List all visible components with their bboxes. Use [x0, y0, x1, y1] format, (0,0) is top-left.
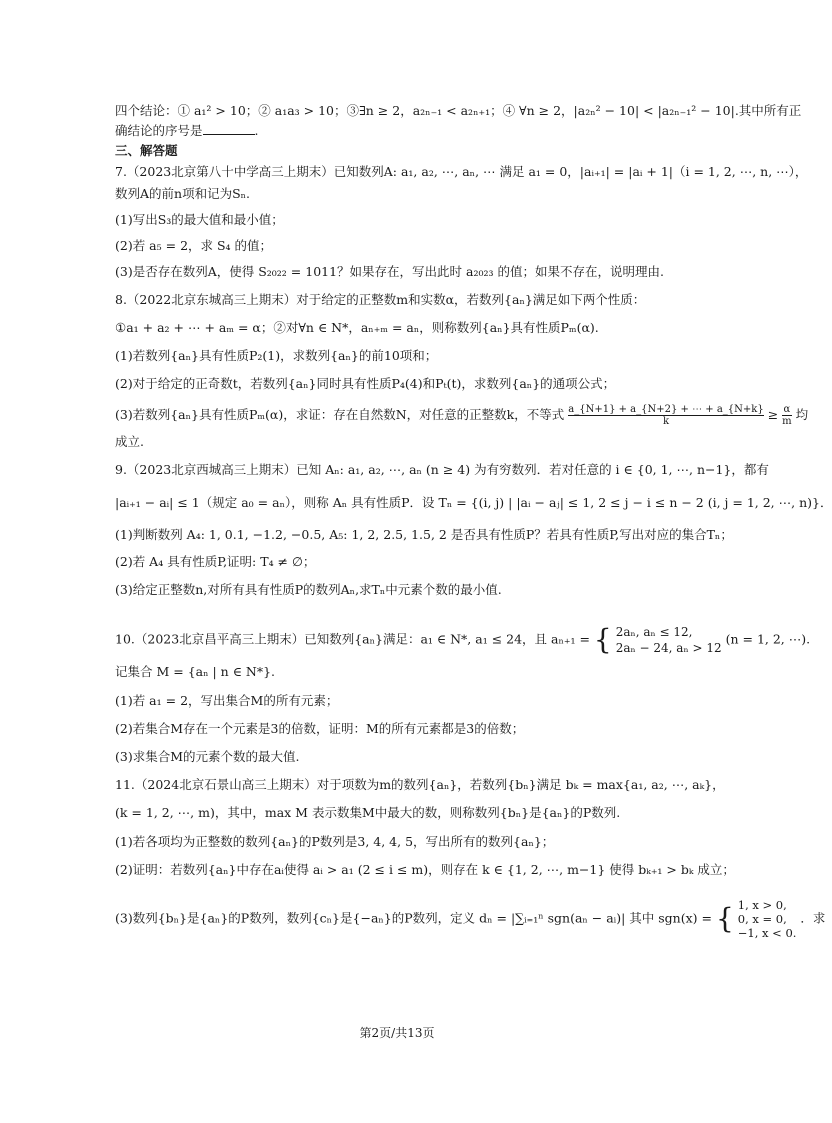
answer-blank [203, 134, 255, 135]
question-9-stem: 9.（2023北京西城高三上期末）已知 Aₙ: a₁, a₂, ⋯, aₙ (n ≥ 4) 为有穷数列．若对任意的 i ∈ {0, 1, ⋯, n−1}，都有 [115, 462, 769, 477]
text-line: 确结论的序号是 [115, 123, 203, 138]
case-line: 2aₙ, aₙ ≤ 12, [615, 625, 693, 639]
text-line: ①a₁ + a₂ + ⋯ + aₘ = α；②对∀n ∈ N*，aₙ₊ₘ = aₙ，则称数列{aₙ}具有性质Pₘ(α). [115, 320, 599, 335]
text-line: (3)若数列{aₙ}具有性质Pₘ(α)，求证：存在自然数N，对任意的正整数k，不等式 [115, 407, 565, 422]
sgn-cases [738, 898, 797, 940]
fraction-numerator: α [783, 404, 791, 415]
inequality-sign: ≥ [767, 407, 779, 422]
question-11-stem: 11.（2024北京石景山高三上期末）对于项数为m的数列{aₙ}，若数列{bₙ}满足 bₖ = max{a₁, a₂, ⋯, aₖ}， [115, 777, 725, 792]
fraction-lhs [568, 404, 763, 427]
fraction-denominator: k [662, 416, 669, 427]
text-line [115, 404, 809, 427]
text-line [115, 898, 826, 940]
text-line: (2)若集合M存在一个元素是3的倍数，证明：M的所有元素都是3的倍数； [115, 721, 525, 736]
question-7-stem: 7.（2023北京第八十中学高三上期末）已知数列A: a₁, a₂, ⋯, aₙ, ⋯ 满足 a₁ = 0，|aᵢ₊₁| = |aᵢ + 1|（i = 1, 2, ⋯, n, ⋯）， [115, 164, 808, 179]
question-10-stem [115, 623, 811, 656]
case-line: 1, x > 0, [737, 898, 787, 912]
text-line: (3)数列{bₙ}是{aₙ}的P数列，数列{cₙ}是{−aₙ}的P数列，定义 dₙ = |∑ᵢ₌₁ⁿ sgn(aₙ − aᵢ)| 其中 sgn(x) = [115, 910, 712, 926]
text-line: (1)若各项均为正整数的数列{aₙ}的P数列是3, 4, 4, 5，写出所有的数列{aₙ}； [115, 834, 555, 849]
text-line: 成立. [115, 434, 144, 449]
question-8-stem: 8.（2022北京东城高三上期末）对于给定的正整数m和实数α，若数列{aₙ}满足如下两个性质： [115, 292, 646, 307]
text-line: (k = 1, 2, ⋯, m)，其中，max M 表示数集M中最大的数，则称数列{bₙ}是{aₙ}的P数列. [115, 805, 621, 820]
text-line: (3)求集合M的元素个数的最大值. [115, 749, 300, 764]
text-line: 10.（2023北京昌平高三上期末）已知数列{aₙ}满足：a₁ ∈ N*, a₁ ≤ 24，且 aₙ₊₁ = [115, 631, 590, 647]
text-line: 均 [795, 407, 809, 422]
page-footer: 第2页/共13页 [359, 1026, 435, 1040]
case-line: −1, x < 0. [737, 926, 797, 940]
fraction-numerator: a_{N+1} + a_{N+2} + ⋯ + a_{N+k} [568, 404, 764, 415]
piecewise-cases [616, 624, 722, 656]
case-line: 2aₙ − 24, aₙ > 12 [615, 641, 722, 655]
brace-symbol: { [715, 902, 734, 935]
text-line: 记集合 M = {aₙ | n ∈ N*}. [115, 664, 276, 679]
text-line: (1)写出S₃的最大值和最小值； [115, 212, 284, 227]
case-line: 0, x = 0, [737, 912, 787, 926]
text-line: (3)是否存在数列A，使得 S₂₀₂₂ = 1011？如果存在，写出此时 a₂₀₂₃ 的值；如果不存在，说明理由. [115, 264, 664, 279]
text-line: (1)判断数列 A₄: 1, 0.1, −1.2, −0.5, A₅: 1, 2, 2.5, 1.5, 2 是否具有性质P？若具有性质P,写出对应的集合Tₙ； [115, 527, 733, 542]
text-line: 确结论的序号是 . [115, 123, 259, 138]
text-line: 四个结论：① a₁² > 10；② a₁a₃ > 10；③∃n ≥ 2，a₂ₙ₋₁ < a₂ₙ₊₁；④ ∀n ≥ 2，|a₂ₙ² − 10| < |a₂ₙ₋₁² − 10|.其中所有正 [115, 103, 802, 118]
fraction-denominator: m [782, 416, 792, 427]
text-line: (1)若 a₁ = 2，写出集合M的所有元素； [115, 693, 339, 708]
text-line: (n = 1, 2, ⋯). [725, 631, 811, 647]
text-line: ．求 [800, 910, 826, 926]
text-line: (2)证明：若数列{aₙ}中存在aᵢ使得 aᵢ > a₁ (2 ≤ i ≤ m)，则存在 k ∈ {1, 2, ⋯, m−1} 使得 bₖ₊₁ > bₖ 成立； [115, 862, 735, 877]
text-line: (2)若 A₄ 具有性质P,证明: T₄ ≠ ∅； [115, 554, 316, 569]
text-line: 数列A的前n项和记为Sₙ. [115, 186, 251, 201]
text-line: (3)给定正整数n,对所有具有性质P的数列Aₙ,求Tₙ中元素个数的最小值. [115, 582, 502, 597]
section-heading: 三、解答题 [115, 143, 178, 158]
text-line: (2)若 a₅ = 2，求 S₄ 的值； [115, 238, 273, 253]
brace-symbol: { [593, 623, 612, 656]
fraction-rhs [782, 404, 791, 427]
text-line: (2)对于给定的正奇数t，若数列{aₙ}同时具有性质P₄(4)和Pₜ(t)，求数列{aₙ}的通项公式； [115, 376, 616, 391]
text-line: |aᵢ₊₁ − aᵢ| ≤ 1（规定 a₀ = aₙ），则称 Aₙ 具有性质P．设 Tₙ = {(i, j) | |aᵢ − aⱼ| ≤ 1, 2 ≤ j − i ≤ n − 2 (i, j = 1, 2, ⋯, n)}． [115, 495, 832, 510]
text-line: (1)若数列{aₙ}具有性质P₂(1)，求数列{aₙ}的前10项和； [115, 348, 438, 363]
